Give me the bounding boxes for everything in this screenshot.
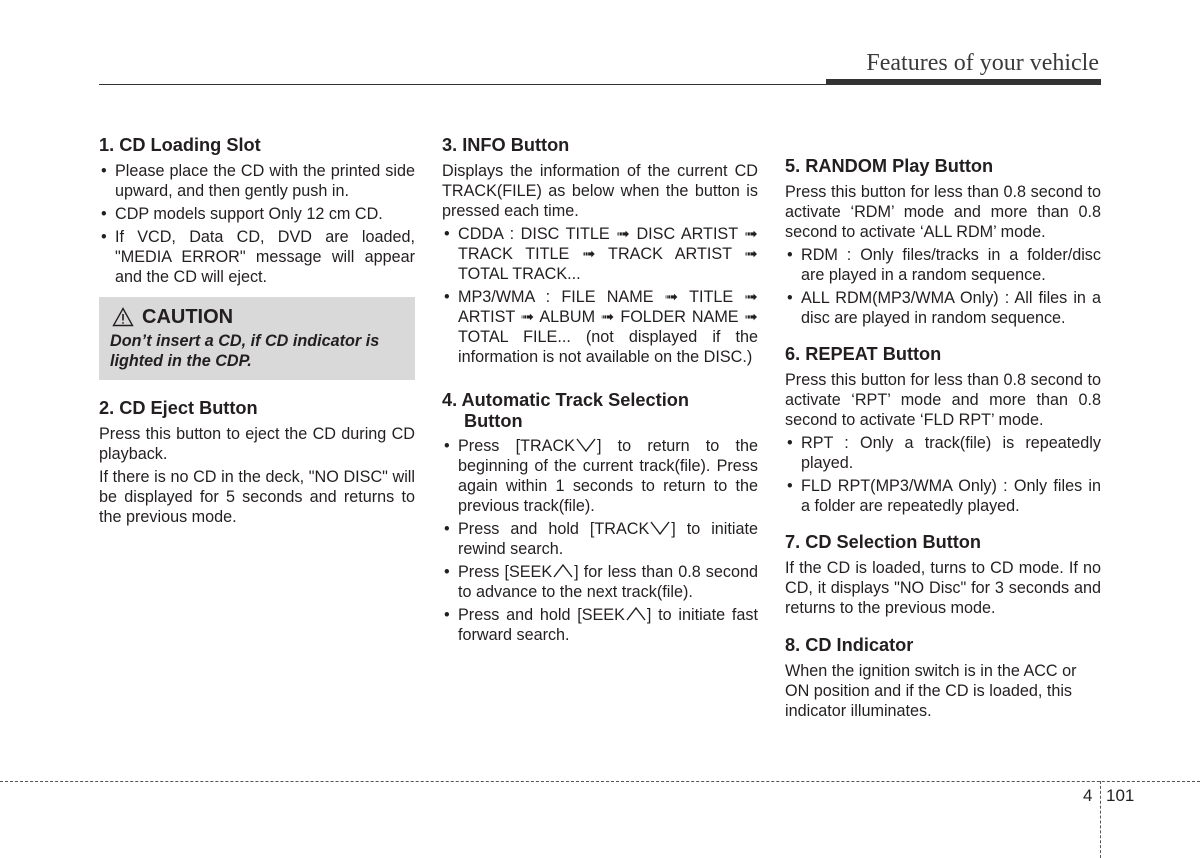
footer-divider — [0, 781, 1200, 782]
list-item: • If VCD, Data CD, DVD are loaded, "MEDIA ERROR" message will appear and the CD will eject. — [99, 227, 415, 287]
list-item: • MP3/WMA : FILE NAME ➟ TITLE ➟ ARTIST ➟ ALBUM ➟ FOLDER NAME ➟ TOTAL FILE... (not displayed if the information is not available on the DISC.) — [442, 287, 758, 367]
paragraph: When the ignition switch is in the ACC or ON position and if the CD is loaded, this indicator illuminates. — [785, 662, 1077, 720]
paragraph: If there is no CD in the deck, "NO DISC" will be displayed for 5 seconds and returns to the previous mode. — [99, 468, 415, 526]
section-repeat-button-title: 6. REPEAT Button — [785, 344, 942, 364]
paragraph: If the CD is loaded, turns to CD mode. If no CD, it displays "NO Disc" for 3 seconds and returns to the previous mode. — [785, 559, 1101, 617]
section-automatic-track-selection-title — [442, 390, 758, 432]
header-rule-accent — [826, 79, 1101, 85]
title-line-1: 4. Automatic Track Selection — [442, 390, 689, 410]
list-item: • ALL RDM(MP3/WMA Only) : All files in a disc are played in random sequence. — [785, 288, 1101, 328]
list-item: • Press [SEEK ] for less than 0.8 second to advance to the next track(file). — [442, 562, 758, 602]
chevron-down-icon — [576, 437, 596, 453]
list-item: • Please place the CD with the printed side upward, and then gently push in. — [99, 161, 415, 201]
footer-vertical-divider — [1100, 781, 1101, 858]
column-2 — [442, 135, 758, 651]
section-cd-loading-slot-title: 1. CD Loading Slot — [99, 135, 261, 155]
list-item: • RPT : Only a track(file) is repeatedly played. — [785, 433, 1101, 473]
section-random-play-title: 5. RANDOM Play Button — [785, 156, 994, 176]
caution-label: CAUTION — [142, 306, 234, 328]
chapter-number: 4 — [1083, 786, 1093, 805]
list-item: • Press and hold [SEEK ] to initiate fast forward search. — [442, 605, 758, 645]
section-info-button-title: 3. INFO Button — [442, 135, 570, 155]
title-line-2: Button — [464, 411, 523, 431]
list-item: • CDDA : DISC TITLE ➟ DISC ARTIST ➟ TRACK TITLE ➟ TRACK ARTIST ➟ TOTAL TRACK... — [442, 224, 758, 284]
caution-heading — [110, 305, 405, 329]
list-item: • CDP models support Only 12 cm CD. — [99, 204, 415, 224]
section-cd-indicator-title: 8. CD Indicator — [785, 635, 914, 655]
caution-box — [99, 297, 415, 380]
paragraph: Press this button for less than 0.8 second to activate ‘RDM’ mode and more than 0.8 second to activate ‘ALL RDM’ mode. — [785, 183, 1101, 241]
list-item: • Press and hold [TRACK ] to initiate rewind search. — [442, 519, 758, 559]
page-number: 101 — [1106, 786, 1135, 805]
warning-triangle-icon — [112, 307, 134, 327]
random-play-list — [785, 245, 1101, 328]
section-cd-selection-title: 7. CD Selection Button — [785, 532, 982, 552]
list-item: • Press [TRACK ] to return to the beginning of the current track(file). Press again within 1 seconds to return to the previous track(file). — [442, 436, 758, 516]
paragraph: Press this button to eject the CD during CD playback. — [99, 425, 415, 463]
paragraph: Displays the information of the current CD TRACK(FILE) as below when the button is pressed each time. — [442, 162, 758, 220]
repeat-list — [785, 433, 1101, 516]
column-1 — [99, 135, 415, 530]
section-cd-eject-button-title: 2. CD Eject Button — [99, 398, 258, 418]
paragraph: Press this button for less than 0.8 second to activate ‘RPT’ mode and more than 0.8 second to activate ‘FLD RPT’ mode. — [785, 371, 1101, 429]
page-header-title: Features of your vehicle — [866, 50, 1099, 76]
cd-loading-slot-list — [99, 161, 415, 287]
chevron-up-icon — [626, 606, 646, 622]
chevron-down-icon — [650, 520, 670, 536]
track-selection-list — [442, 436, 758, 645]
column-3 — [785, 156, 1101, 724]
caution-text: Don’t insert a CD, if CD indicator is lighted in the CDP. — [110, 332, 380, 370]
info-button-list — [442, 224, 758, 367]
list-item: • FLD RPT(MP3/WMA Only) : Only files in a folder are repeatedly played. — [785, 476, 1101, 516]
chevron-up-icon — [553, 563, 573, 579]
list-item: • RDM : Only files/tracks in a folder/disc are played in a random sequence. — [785, 245, 1101, 285]
